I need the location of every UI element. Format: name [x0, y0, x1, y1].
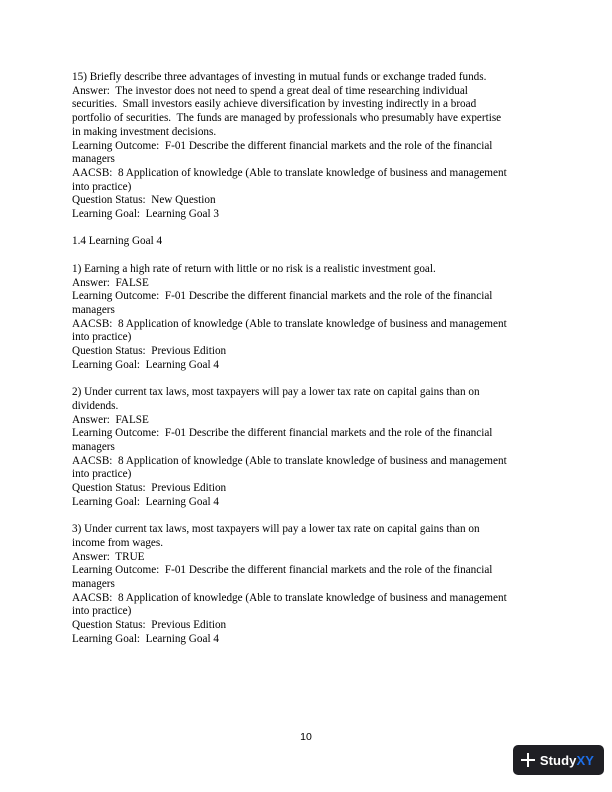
question-3-answer: Answer: TRUE	[72, 550, 145, 563]
question-2-aacsb-cont: into practice)	[72, 468, 132, 481]
question-15-status: Question Status: New Question	[72, 194, 216, 207]
question-2-prompt: 2) Under current tax laws, most taxpayers will pay a lower tax rate on capital gains than on	[72, 386, 480, 399]
question-3-learning-outcome-cont: managers	[72, 577, 115, 590]
question-1-learning-goal: Learning Goal: Learning Goal 4	[72, 358, 219, 371]
question-2-learning-goal: Learning Goal: Learning Goal 4	[72, 495, 219, 508]
question-3-status: Question Status: Previous Edition	[72, 619, 227, 632]
question-2-learning-outcome: Learning Outcome: F-01 Describe the different financial markets and the role of the financial	[72, 427, 493, 440]
question-3-prompt: 3) Under current tax laws, most taxpayers will pay a lower tax rate on capital gains than on	[72, 523, 480, 536]
question-2-block	[72, 386, 542, 509]
question-15-block	[72, 71, 542, 222]
question-3-learning-goal: Learning Goal: Learning Goal 4	[72, 632, 219, 645]
question-2-aacsb: AACSB: 8 Application of knowledge (Able to translate knowledge of business and management	[72, 454, 507, 467]
question-15-learning-outcome-cont: managers	[72, 153, 115, 166]
brand-xy: XY	[576, 752, 594, 768]
question-15-answer: Answer: The investor does not need to spend a great deal of time researching individual	[72, 84, 468, 97]
question-3-prompt-cont: income from wages.	[72, 536, 164, 549]
question-3-learning-outcome: Learning Outcome: F-01 Describe the different financial markets and the role of the financial	[72, 564, 493, 577]
question-3-block	[72, 523, 542, 646]
question-1-aacsb-cont: into practice)	[72, 331, 132, 344]
page-number: 10	[300, 731, 312, 743]
question-15-aacsb: AACSB: 8 Application of knowledge (Able to translate knowledge of business and management	[72, 166, 507, 179]
question-15-answer-cont: securities. Small investors easily achieve diversification by investing indirectly in a broad	[72, 98, 477, 111]
question-15-answer-cont: in making investment decisions.	[72, 125, 217, 138]
studyxy-badge[interactable]	[513, 745, 604, 775]
question-1-learning-outcome-cont: managers	[72, 303, 115, 316]
studyxy-logo-text	[540, 753, 594, 768]
question-15-learning-outcome: Learning Outcome: F-01 Describe the different financial markets and the role of the financial	[72, 139, 493, 152]
question-1-status: Question Status: Previous Edition	[72, 345, 227, 358]
document-page	[72, 71, 542, 660]
question-1-prompt: 1) Earning a high rate of return with little or no risk is a realistic investment goal.	[72, 262, 436, 275]
section-heading: 1.4 Learning Goal 4	[72, 235, 163, 248]
question-2-learning-outcome-cont: managers	[72, 440, 115, 453]
plus-icon	[521, 753, 535, 767]
question-15-answer-cont: portfolio of securities. The funds are managed by professionals who presumably have expertise	[72, 112, 502, 125]
question-3-aacsb: AACSB: 8 Application of knowledge (Able to translate knowledge of business and management	[72, 591, 507, 604]
question-2-answer: Answer: FALSE	[72, 413, 149, 426]
question-15-learning-goal: Learning Goal: Learning Goal 3	[72, 208, 219, 221]
brand-study: Study	[539, 752, 577, 768]
question-1-aacsb: AACSB: 8 Application of knowledge (Able to translate knowledge of business and management	[72, 317, 507, 330]
question-2-status: Question Status: Previous Edition	[72, 482, 227, 495]
question-2-prompt-cont: dividends.	[72, 399, 119, 412]
question-1-block	[72, 263, 542, 373]
question-15-prompt: 15) Briefly describe three advantages of investing in mutual funds or exchange traded funds.	[72, 71, 487, 83]
question-15-aacsb-cont: into practice)	[72, 180, 132, 193]
question-3-aacsb-cont: into practice)	[72, 605, 132, 618]
question-1-learning-outcome: Learning Outcome: F-01 Describe the different financial markets and the role of the financial	[72, 290, 493, 303]
question-1-answer: Answer: FALSE	[72, 276, 149, 289]
